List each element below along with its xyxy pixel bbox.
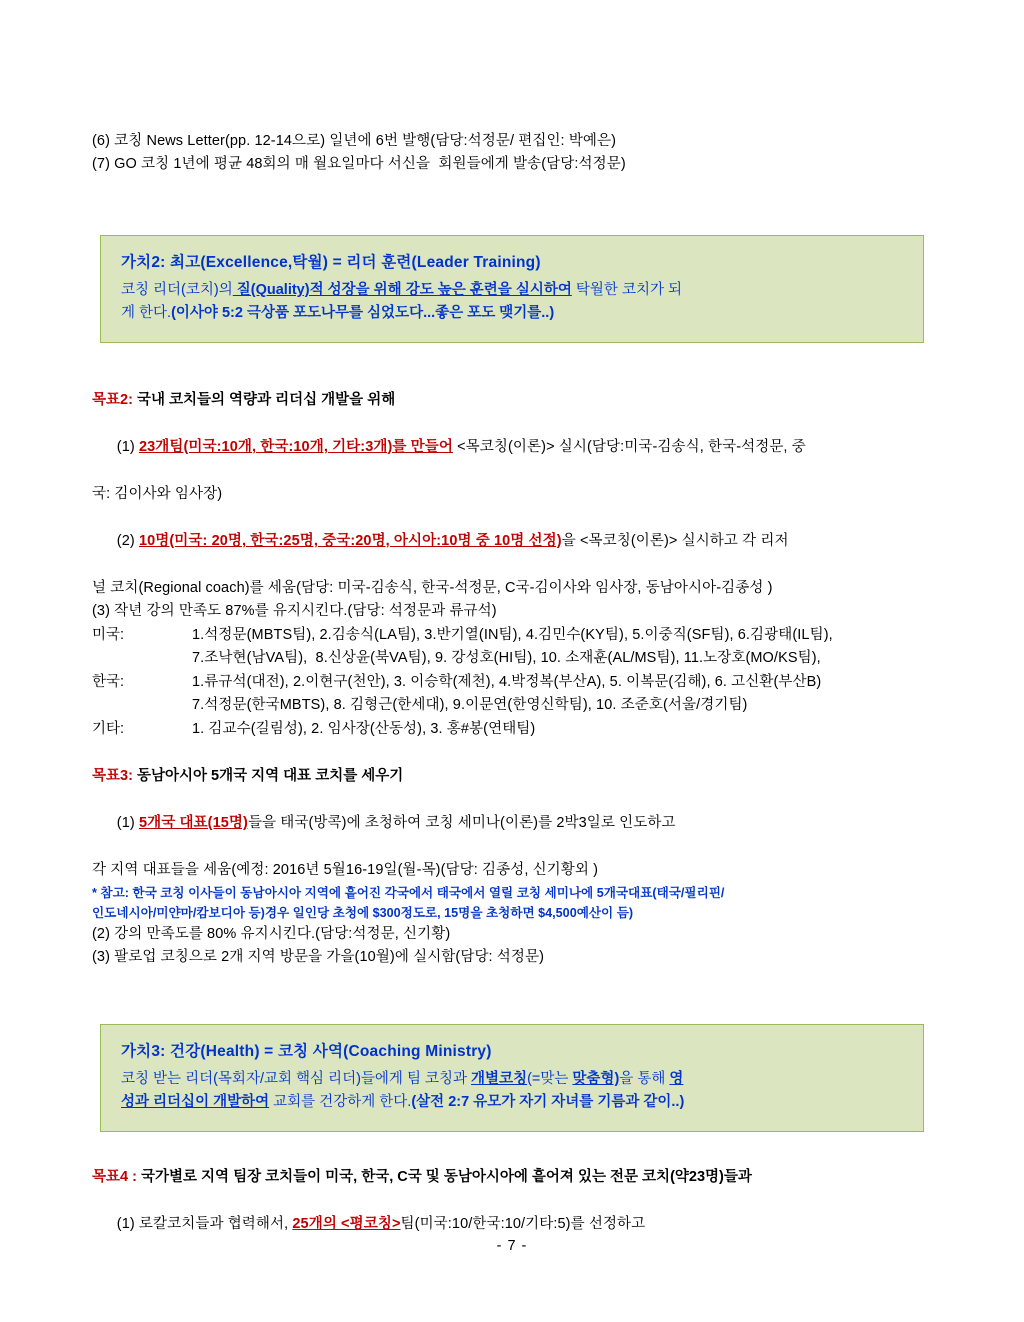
value3-body-plain1: 코칭 받는 리더(목회자/교회 핵심 리더)들에게 팀 코칭과 [121,1070,472,1087]
goal3-block [92,765,932,970]
goal3-item1-prefix: (1) [116,815,139,832]
value2-body-underlined: 질(Quality)적 성장을 위해 강도 높은 훈련을 실시하여 [232,281,572,298]
value3-title: 가치3: 건강(Health) = 코칭 사역(Coaching Ministry) [121,1042,492,1060]
goal3-item-3: (3) 팔로업 코칭으로 2개 지역 방문을 가을(10월)에 실시함(담당: 석정문) [92,949,545,966]
goal2-heading-rest: 국내 코치들의 역량과 리더십 개발을 위해 [132,391,396,408]
value2-body-part1: 코칭 리더(코치)의 [121,281,233,298]
value2-body [121,279,903,326]
goal2-item-1 [92,412,932,482]
value3-body-underline1: 개별코칭 [471,1070,528,1087]
value2-body-line2-plain: 게 한다. [121,305,172,322]
goal3-heading [92,765,932,788]
roster-line-0-1: 7.조낙현(남VA팀), 8.신상윤(북VA팀), 9. 강성호(HI팀), 10. 소재훈(AL/MS팀), 11.노장호(MO/KS팀), [192,650,821,667]
roster-label-0: 미국: [92,626,125,643]
intro-line-2: (7) GO 코칭 1년에 평균 48회의 매 월요일마다 서신을 회원들에게 발송(담당:석정문) [92,156,626,173]
roster-line-1-1: 7.석정문(한국MBTS), 8. 김형근(한세대), 9.이문연(한영신학팀), 10. 조준호(서울/경기팀) [192,697,748,714]
goal3-item1-rest: 들을 태국(방콕)에 초청하여 코칭 세미나(이론)를 2박3일로 인도하고 [247,815,676,832]
goal3-item-2: (2) 강의 만족도를 80% 유지시킨다.(담당:석정문, 신기황) [92,925,451,942]
goal4-heading-rest: 국가별로 지역 팀장 코치들이 미국, 한국, C국 및 동남아시아에 흩어져 있는 전문 코치(약23명)들과 [136,1168,752,1185]
intro-paragraph [92,130,932,177]
value3-body-plain3: 을 통해 [619,1070,670,1087]
value3-body-line2-rest: (살전 2:7 유모가 자기 자녀를 기름과 같이..) [411,1094,685,1111]
goal2-item-3: (3) 작년 강의 만족도 87%를 유지시킨다.(담당: 석정문과 류규석) [92,603,497,620]
roster-lines-2 [164,718,932,741]
roster-line-2-0: 1. 김교수(길림성), 2. 임사장(산동성), 3. 홍#봉(연태팀) [192,720,536,737]
roster-line-0-0: 1.석정문(MBTS팀), 2.김송식(LA팀), 3.반기열(IN팀), 4.김민수(KY팀), 5.이중직(SF팀), 6.김광태(IL팀), [192,626,833,643]
goal3-item-1 [92,789,932,859]
goal3-note-line-2: 인도네시아/미얀마/캄보디아 등)경우 일인당 초청에 $300정도로, 15명을 초청하면 $4,500예산이 듬) [92,905,634,920]
goal3-heading-label: 목표3: [92,768,133,785]
goal2-item-1-cont: 국: 김이사와 임사장) [92,485,223,502]
goal2-block [92,389,932,741]
goal2-item2-prefix: (2) [116,532,139,549]
goal3-heading-rest: 동남아시아 5개국 지역 대표 코치를 세우기 [132,768,404,785]
value3-body-plain2: (=맞는 [527,1070,573,1087]
roster-line-1-0: 1.류규석(대전), 2.이현구(천안), 3. 이승학(제천), 4.박정복(부산A), 5. 이복문(김해), 6. 고신환(부산B) [192,673,822,690]
goal2-item2-highlight: 10명(미국: 20명, 한국:25명, 중국:20명, 아시아:10명 중 10명 선정) [138,532,562,549]
value2-title: 가치2: 최고(Excellence,탁월) = 리더 훈련(Leader Training) [121,253,541,271]
goal4-heading-label: 목표4 : [92,1168,137,1185]
goal4-heading [92,1166,932,1189]
goal2-item1-prefix: (1) [116,438,139,455]
roster-lines-1 [164,671,932,718]
goal2-heading [92,389,932,412]
goal3-note-line-1: * 참고: 한국 코칭 이사들이 동남아시아 지역에 흩어진 각국에서 태국에서 열릴 코칭 세미나에 5개국대표(태국/필리핀/ [92,885,725,900]
goal2-item1-rest: <목코칭(이론)> 실시(담당:미국-김송식, 한국-석정문, 중 [452,438,806,455]
page-number: - 7 - [496,1238,528,1254]
value2-body-part2: 탁월한 코치가 되 [571,281,683,298]
intro-line-1: (6) 코칭 News Letter(pp. 12-14으로) 일년에 6번 발행(담당:석정문/ 편집인: 박예은) [92,133,617,149]
value3-body-underline3: 영 [669,1070,684,1087]
value2-callout-box [100,235,924,343]
goal2-item-2-cont: 널 코치(Regional coach)를 세움(담당: 미국-김송식, 한국-석정문, C국-김이사와 임사장, 동남아시아-김종성 ) [92,579,773,596]
goal2-heading-label: 목표2: [92,391,133,408]
goal3-item-1-cont: 각 지역 대표들을 세움(예정: 2016년 5월16-19일(월-목)(담당: 김종성, 신기황외 ) [92,862,599,879]
goal4-item1-highlight: 25개의 <평코칭> [292,1215,401,1232]
value3-body-underline2: 맞춤형) [572,1070,620,1087]
value2-body-line2-rest: (이사야 5:2 극상품 포도나무를 심었도다...좋은 포도 맺기를..) [171,305,555,322]
goal4-item1-prefix: (1) 로칼코치들과 협력해서, [116,1215,293,1232]
goal4-item1-rest: 팀(미국:10/한국:10/기타:5)를 선정하고 [400,1215,646,1232]
value3-body [121,1068,903,1115]
goal2-item1-highlight: 23개팀(미국:10개, 한국:10개, 기타:3개)를 만들어 [138,438,453,455]
roster-label-2: 기타: [92,720,125,737]
goal2-item2-rest: 을 <목코칭(이론)> 실시하고 각 리저 [561,532,789,549]
roster-lines-0 [164,624,932,671]
goal2-item-2 [92,506,932,576]
goal2-roster [92,624,932,741]
value3-body-line2-underline: 성과 리더십이 개발하여 [121,1094,270,1111]
goal3-item1-highlight: 5개국 대표(15명) [138,815,248,832]
value3-body-line2-plain: 교회를 건강하게 한다. [269,1094,412,1111]
roster-label-1: 한국: [92,673,125,690]
value3-callout-box [100,1024,924,1132]
